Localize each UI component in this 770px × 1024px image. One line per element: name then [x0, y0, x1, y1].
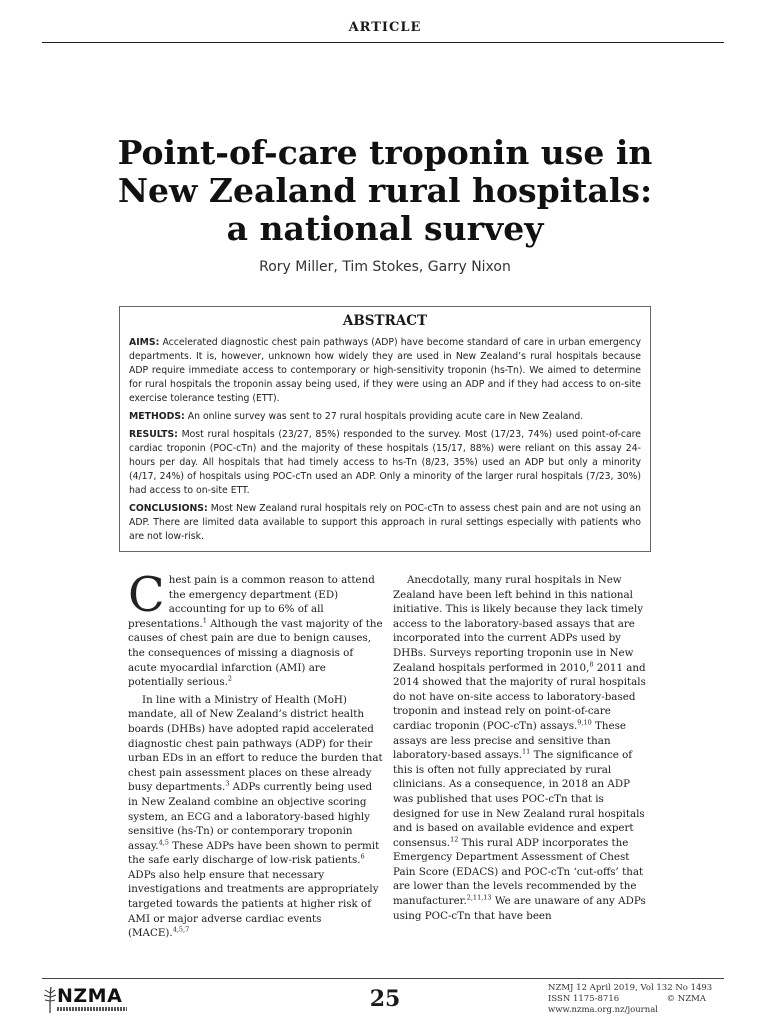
journal-line: NZMJ 12 April 2019, Vol 132 No 1493: [548, 983, 713, 993]
citation: 1: [202, 616, 207, 625]
footer-divider: [42, 978, 724, 979]
abstract-aims: [129, 336, 641, 406]
abstract-conclusions: [129, 502, 641, 544]
citation: 9,10: [577, 718, 592, 727]
copyright: © NZMA: [666, 994, 706, 1004]
methods-label: METHODS:: [129, 411, 185, 422]
title-line-1: Point-of-care troponin use in: [117, 133, 653, 172]
conclusions-text: Most New Zealand rural hospitals rely on POC-cTn to assess chest pain and are not using an ADP. There are limited data available to support this approach in rural settings especially with patients who are not low-risk.: [129, 503, 641, 542]
abstract-results: [129, 428, 641, 498]
p2-text-c: These ADPs have been shown to permit the safe early discharge of low-risk patients.: [128, 839, 380, 867]
p3-text-d: The significance of this is often not fully appreciated by rural clinicians. As a consequence, in 2018 an ADP was published that uses POC-cTn that is designed for use in New Zealand rural hospitals and is based on available evidence and expert consensus.: [393, 749, 645, 849]
p1-text-a: hest pain is a common reason to attend the emergency department (ED) accounting for up to 6% of all presentations.: [128, 574, 375, 630]
conclusions-label: CONCLUSIONS:: [129, 503, 208, 514]
p2-text-a: In line with a Ministry of Health (MoH) mandate, all of New Zealand’s district health boards (DHBs) have adopted rapid accelerated diagnostic chest pain pathways (ADP) for their urban EDs in an effort to reduce the burden that chest pain assessment places on these already busy departments.: [128, 693, 383, 794]
abstract-box: [119, 306, 651, 552]
methods-text: An online survey was sent to 27 rural hospitals providing acute care in New Zealand.: [187, 411, 584, 422]
issn-row: [548, 994, 728, 1005]
p1-text-b: Although the vast majority of the causes of chest pain are due to benign causes, the consequences of missing a diagnosis of acute myocardial infarction (AMI) are potentially serious.: [128, 617, 383, 689]
citation: 2: [227, 674, 233, 683]
title-line-2: New Zealand rural hospitals:: [117, 171, 653, 210]
citation: 4,5: [158, 838, 169, 847]
journal-url[interactable]: www.nzma.org.nz/journal: [548, 1005, 658, 1015]
title-line-3: a national survey: [226, 209, 544, 248]
article-title: [60, 134, 710, 248]
results-text: Most rural hospitals (23/27, 85%) responded to the survey. Most (17/23, 74%) used point-of-care cardiac troponin (POC-cTn) and the majority of these hospitals (15/17, 88%) were reliant on this assay 24-hours per day. All hospitals that had timely access to hs-Tn (8/23, 35%) used an ADP but only a minority (4/17, 24%) of hospitals using POC-cTn used an ADP. Only a minority of the larger rural hospitals (7/23, 30%) had access to on-site ETT.: [129, 429, 641, 496]
p3-text-e: This rural ADP incorporates the Emergency Department Assessment of Chest Pain Score (EDACS) and POC-cTn ‘cut-offs’ that are lower than the levels recommended by the manufacturer.: [393, 836, 644, 908]
author-list: Rory Miller, Tim Stokes, Garry Nixon: [259, 259, 511, 275]
header-divider: [42, 42, 724, 43]
citation: 6: [360, 852, 365, 861]
page-number: 25: [369, 986, 401, 1012]
citation: 3: [225, 779, 230, 788]
body-paragraph-3: [393, 573, 648, 923]
aims-label: AIMS:: [129, 337, 160, 348]
logo-text: NZMA: [57, 985, 123, 1007]
body-column-right: [393, 573, 648, 923]
issn: ISSN 1175-8716: [548, 994, 620, 1004]
body-column-left: [128, 567, 383, 941]
p3-text-a: Anecdotally, many rural hospitals in New Zealand have been left behind in this national initiative. This is likely because they lack timely access to the laboratory-based assays that are incorporated into the current ADPs used by DHBs. Surveys reporting troponin use in New Zealand hospitals performed in 2010,: [393, 574, 644, 674]
p3-text-b: 2011 and 2014 showed that the majority of rural hospitals do not have on-site access to laboratory-based troponin and instead rely on point-of-care cardiac troponin (POC-cTn) assays.: [393, 661, 646, 732]
section-label: ARTICLE: [348, 20, 422, 35]
citation: 11: [522, 747, 531, 756]
citation: 8: [589, 660, 594, 669]
p2-text-d: ADPs also help ensure that necessary investigations and treatments are appropriately targeted towards the patients at higher risk of AMI or major adverse cardiac events (MACE).: [128, 868, 379, 940]
p3-text-f: We are unaware of any ADPs using POC-cTn that have been: [393, 895, 646, 922]
p2-text-b: ADPs currently being used in New Zealand combine an objective scoring system, an ECG and a laboratory-based highly sensitive (hs-Tn) or contemporary troponin assay.: [128, 781, 373, 852]
body-paragraph-1: [128, 567, 383, 690]
aims-text: Accelerated diagnostic chest pain pathways (ADP) have become standard of care in urban emergency departments. It is, however, unknown how widely they are used in New Zealand’s rural hospitals because ADP require immediate access to contemporary or high-sensitivity troponin (hs-Tn). We aimed to determine for rural hospitals the troponin assay being used, if they were using an ADP and if they had access to on-site exercise tolerance testing (ETT).: [129, 337, 641, 404]
journal-info: [548, 983, 728, 1016]
citation: 4,5,7: [172, 925, 190, 934]
drop-cap: C: [128, 567, 165, 623]
citation: 12: [450, 835, 459, 844]
citation: 2,11,13: [466, 893, 492, 902]
results-label: RESULTS:: [129, 429, 178, 440]
abstract-heading: ABSTRACT: [342, 313, 428, 329]
p3-text-c: These assays are less precise and sensitive than laboratory-based assays.: [393, 719, 627, 762]
body-paragraph-2: [128, 693, 383, 941]
abstract-methods: [129, 410, 641, 424]
